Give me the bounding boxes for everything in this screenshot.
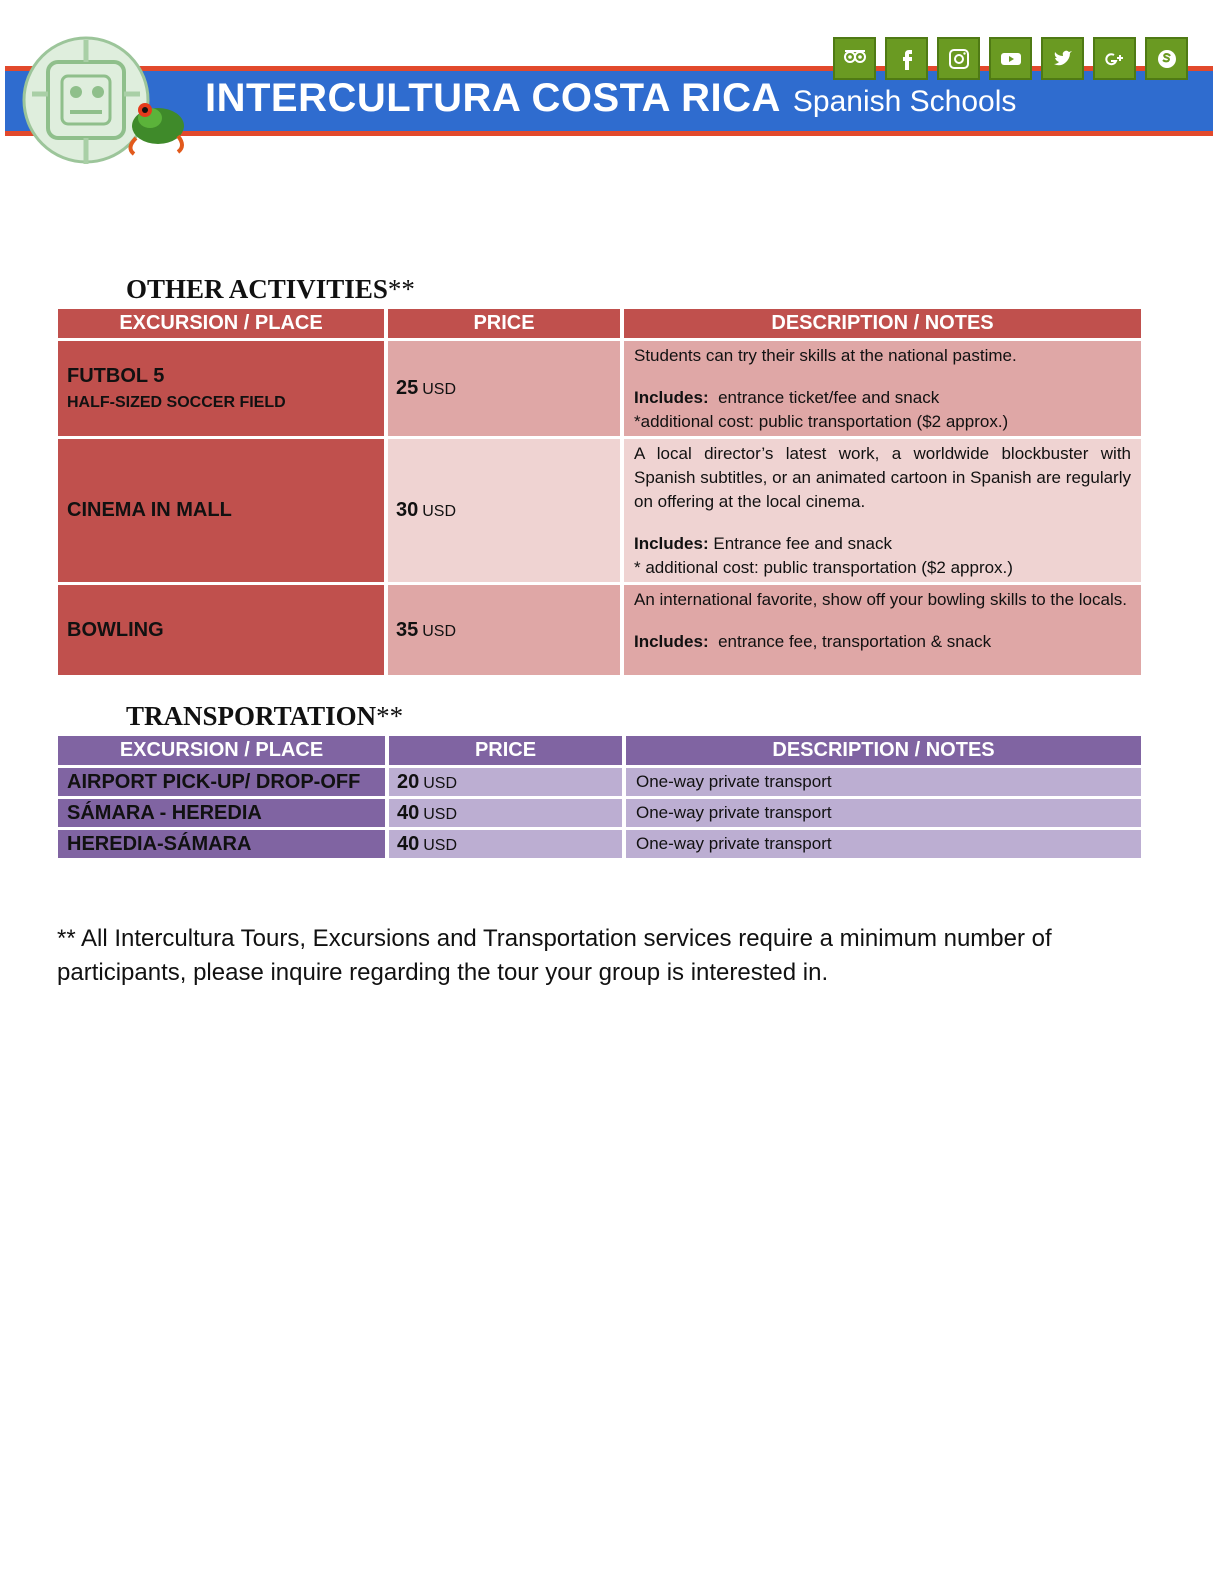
price-cell [389,768,622,796]
price-cell [389,830,622,858]
price-currency: USD [423,805,458,823]
column-header-description: DESCRIPTION / NOTES [626,736,1141,765]
extra-cost-text: * additional cost: public transportation ($2 approx.) [634,558,1013,577]
price-currency: USD [422,503,457,520]
column-header-place: EXCURSION / PLACE [58,309,384,338]
price-amount: 20 [397,770,420,793]
place-cell: SÁMARA - HEREDIA [58,799,385,827]
description-cell [624,439,1141,582]
place-name: FUTBOL 5 [67,365,165,387]
place-cell: AIRPORT PICK-UP/ DROP-OFF [58,768,385,796]
brand-sub: Spanish Schools [792,85,1017,118]
includes-text: Entrance fee and snack [713,534,892,553]
school-logo-icon [18,34,198,174]
includes-text: entrance ticket/fee and snack [718,388,940,407]
includes-label: Includes: [634,534,709,553]
description-cell [624,341,1141,436]
includes-line [634,630,1131,654]
other-activities-title-suffix: ** [387,274,415,304]
footnote: ** All Intercultura Tours, Excursions and Transportation services require a minimum number of participants, please inquire regarding the tour your group is interested in. [57,925,1052,986]
description-cell [624,585,1141,675]
price-cell [388,341,620,436]
table-row [58,830,1141,858]
column-header-price: PRICE [388,309,620,338]
other-activities-title [126,274,415,305]
place-cell [58,439,384,582]
table-row [58,341,1141,436]
tripadvisor-icon[interactable] [833,37,876,80]
includes-line [634,386,1131,410]
brand-title [205,76,1016,128]
youtube-icon[interactable] [989,37,1032,80]
place-subtitle: HALF-SIZED SOCCER FIELD [67,394,286,411]
price-cell [388,439,620,582]
column-header-description: DESCRIPTION / NOTES [624,309,1141,338]
price-cell [389,799,622,827]
price-cell [388,585,620,675]
place-cell [58,585,384,675]
instagram-icon[interactable] [937,37,980,80]
place-name: CINEMA IN MALL [67,499,232,521]
table-header-row [58,736,1141,765]
transportation-table [54,733,1145,861]
description-cell: One-way private transport [626,768,1141,796]
description-cell: One-way private transport [626,799,1141,827]
price-amount: 40 [397,832,420,855]
description-text: Students can try their skills at the national pastime. [634,346,1017,365]
facebook-icon[interactable] [885,37,928,80]
includes-text: entrance fee, transportation & snack [718,632,992,651]
twitter-icon[interactable] [1041,37,1084,80]
description-text: A local director’s latest work, a worldwide blockbuster with Spanish subtitles, or an animated cartoon in Spanish are regularly on offering at the local cinema. [634,444,1131,511]
place-cell [58,341,384,436]
price-currency: USD [422,381,457,398]
table-row [58,439,1141,582]
table-row [58,799,1141,827]
column-header-place: EXCURSION / PLACE [58,736,385,765]
place-cell: HEREDIA-SÁMARA [58,830,385,858]
column-header-price: PRICE [389,736,622,765]
other-activities-table [54,306,1145,678]
google-plus-icon[interactable] [1093,37,1136,80]
description-cell: One-way private transport [626,830,1141,858]
other-activities-title-text: OTHER ACTIVITIES [126,274,388,304]
price-currency: USD [423,836,458,854]
table-header-row [58,309,1141,338]
includes-label: Includes: [634,388,709,407]
place-name: BOWLING [67,618,164,641]
price-amount: 35 [396,618,419,641]
includes-line [634,532,1131,556]
extra-cost-text: *additional cost: public transportation ($2 approx.) [634,412,1009,431]
social-icons [833,37,1188,80]
transportation-title-suffix: ** [376,701,404,731]
price-amount: 40 [397,801,420,824]
transportation-title-text: TRANSPORTATION [126,701,377,731]
transportation-title [126,701,403,732]
description-text: An international favorite, show off your bowling skills to the locals. [634,590,1127,609]
price-currency: USD [423,774,458,792]
price-amount: 30 [396,499,419,521]
table-row [58,585,1141,675]
table-row [58,768,1141,796]
brand-main: INTERCULTURA COSTA RICA [205,76,781,120]
includes-label: Includes: [634,632,709,651]
skype-icon[interactable] [1145,37,1188,80]
price-amount: 25 [396,377,419,399]
price-currency: USD [422,622,457,640]
